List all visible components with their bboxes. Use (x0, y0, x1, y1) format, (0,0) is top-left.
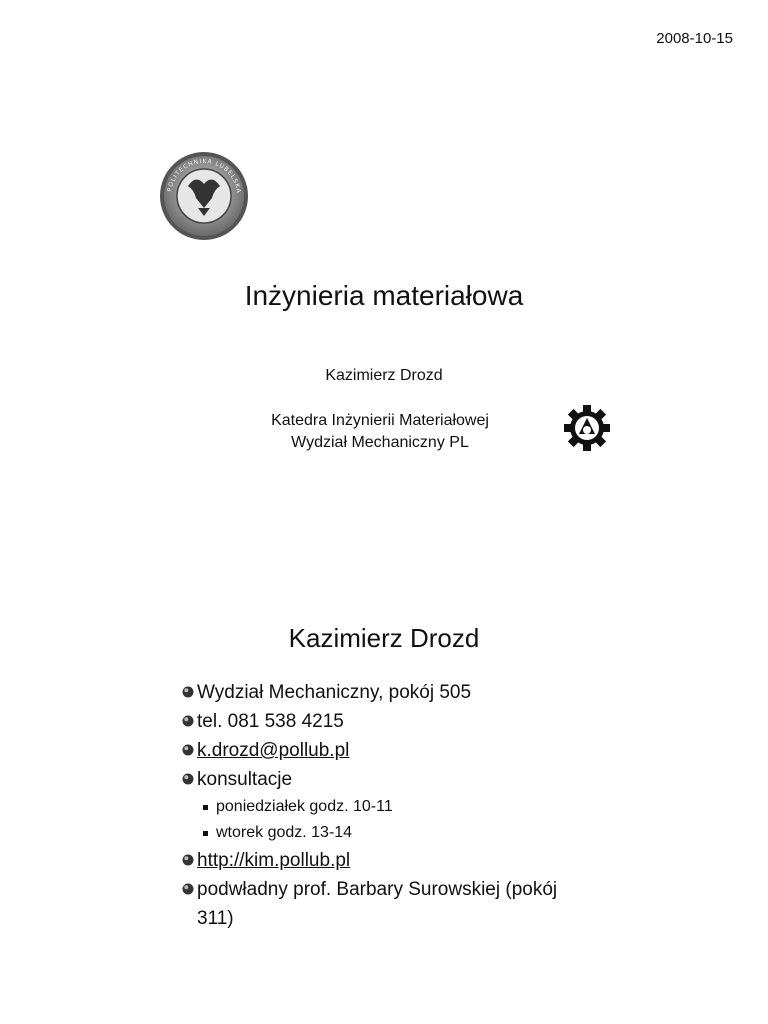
email-link[interactable]: k.drozd@pollub.pl (197, 740, 350, 761)
department-line1: Katedra Inżynierii Materiałowej (271, 412, 489, 429)
list-item-consultations: konsultacje (182, 765, 612, 794)
sphere-bullet-icon (182, 773, 194, 785)
sphere-bullet-icon (182, 854, 194, 866)
list-item-email (182, 736, 612, 765)
slide1-title: Inżynieria materiałowa (244, 280, 524, 311)
list-item-phone: tel. 081 538 4215 (182, 707, 612, 736)
department-line2: Wydział Mechaniczny PL (291, 434, 469, 451)
list-item-website (182, 846, 612, 875)
sublist-item-monday: poniedziałek godz. 10-11 (182, 794, 612, 820)
supervisor-line1: podwładny prof. Barbary Surowskiej (pokój (197, 879, 558, 900)
svg-text:POLITECHNIKA LUBELSKA: POLITECHNIKA LUBELSKA (166, 157, 242, 195)
page-date: 2008-10-15 (656, 30, 733, 47)
sphere-bullet-icon (182, 715, 194, 727)
sphere-bullet-icon (182, 883, 194, 895)
list-item-office: Wydział Mechaniczny, pokój 505 (182, 678, 612, 707)
slide2-title: Kazimierz Drozd (288, 623, 480, 653)
slide1-author: Kazimierz Drozd (325, 367, 443, 384)
list-item-supervisor (182, 875, 612, 933)
square-bullet-icon (203, 831, 208, 836)
sphere-bullet-icon (182, 744, 194, 756)
gear-logo-icon (563, 404, 611, 452)
supervisor-line2: 311) (197, 908, 234, 929)
contact-list (182, 678, 612, 933)
university-logo (158, 150, 250, 242)
sublist-item-tuesday: wtorek godz. 13-14 (182, 820, 612, 846)
department-block (230, 410, 530, 454)
square-bullet-icon (203, 805, 208, 810)
sphere-bullet-icon (182, 686, 194, 698)
website-link[interactable]: http://kim.pollub.pl (197, 850, 351, 871)
